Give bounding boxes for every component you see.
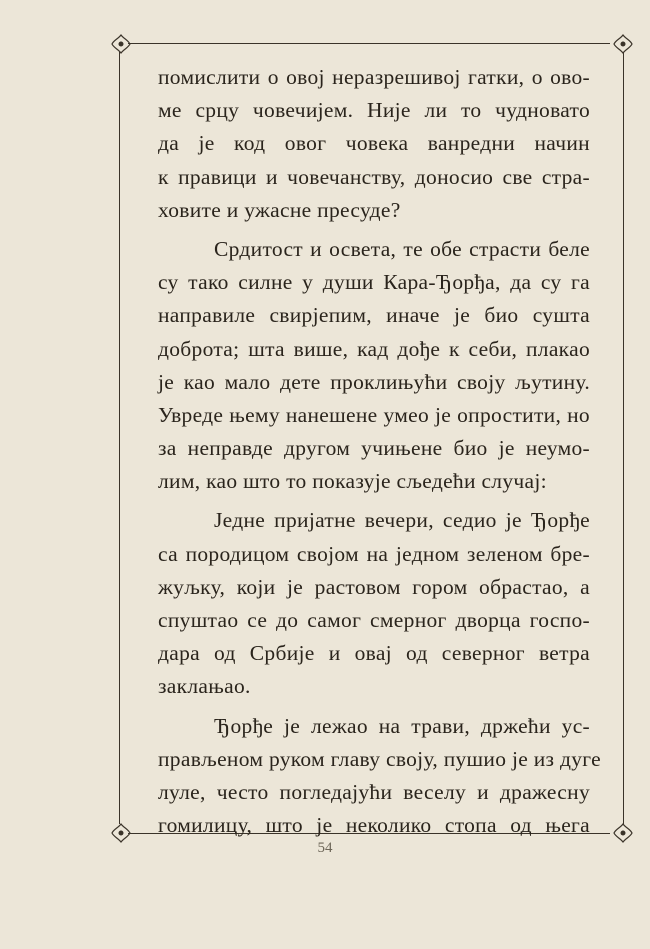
text-line: спуштао се до самог смерног дворца госпо- — [158, 608, 590, 632]
text-line: дара од Србије и овај од северног ветра — [158, 641, 590, 666]
text-line: за неправде другом учињене био је неумо- — [158, 436, 590, 461]
paragraph — [158, 710, 601, 843]
text-line: жуљку, који је растовом гором обрастао, а — [158, 574, 590, 599]
paragraph — [158, 233, 590, 499]
text-line: луле, често погледајући веселу и дражесну — [158, 779, 590, 804]
frame-left-rule — [119, 52, 120, 824]
frame-right-rule — [623, 52, 624, 824]
text-line: прављеном руком главу своју, пушио је из дуге — [158, 746, 601, 771]
text-line: ховите и ужасне пресуде? — [158, 197, 401, 222]
text-line: гомилицу, што је неколико стопа од њега — [158, 813, 590, 838]
ornament-top-right-icon — [612, 33, 634, 55]
text-line: к правици и човечанству, доносио све стра- — [158, 164, 590, 189]
text-line: са породицом својом на једном зеленом бре- — [158, 541, 590, 566]
text-line: ме срцу човечијем. Није ли то чудновато — [158, 98, 590, 123]
paragraph — [158, 504, 590, 703]
body-text — [158, 61, 601, 842]
text-line: Ђорђе је лежао на трави, држећи ус- — [214, 713, 590, 738]
text-line: направиле свирјепим, иначе је био сушта — [158, 303, 590, 328]
text-line: лим, као што то показује сљедећи случај: — [158, 469, 547, 494]
text-line: Једне пријатне вечери, седио је Ђорђе — [214, 508, 590, 533]
text-line: заклањао. — [158, 674, 251, 699]
paragraph — [158, 61, 590, 227]
text-line: Срдитост и освета, те обе страсти беле — [214, 236, 590, 261]
text-line: су тако силне у души Кара-Ђорђа, да су га — [158, 270, 590, 295]
text-line: је као мало дете проклињући своју љутину. — [158, 369, 590, 394]
frame-top-rule — [128, 43, 610, 44]
page-number: 54 — [317, 840, 333, 856]
text-line: да је код овог човека ванредни начин — [158, 131, 590, 156]
text-line: Увреде њему нанешене умео је опростити, но — [158, 402, 590, 427]
ornament-top-left-icon — [110, 33, 132, 55]
text-line: доброта; шта више, кад дође к себи, плакао — [158, 336, 590, 361]
text-line: помислити о овој неразрешивој гатки, о ово- — [158, 65, 590, 89]
